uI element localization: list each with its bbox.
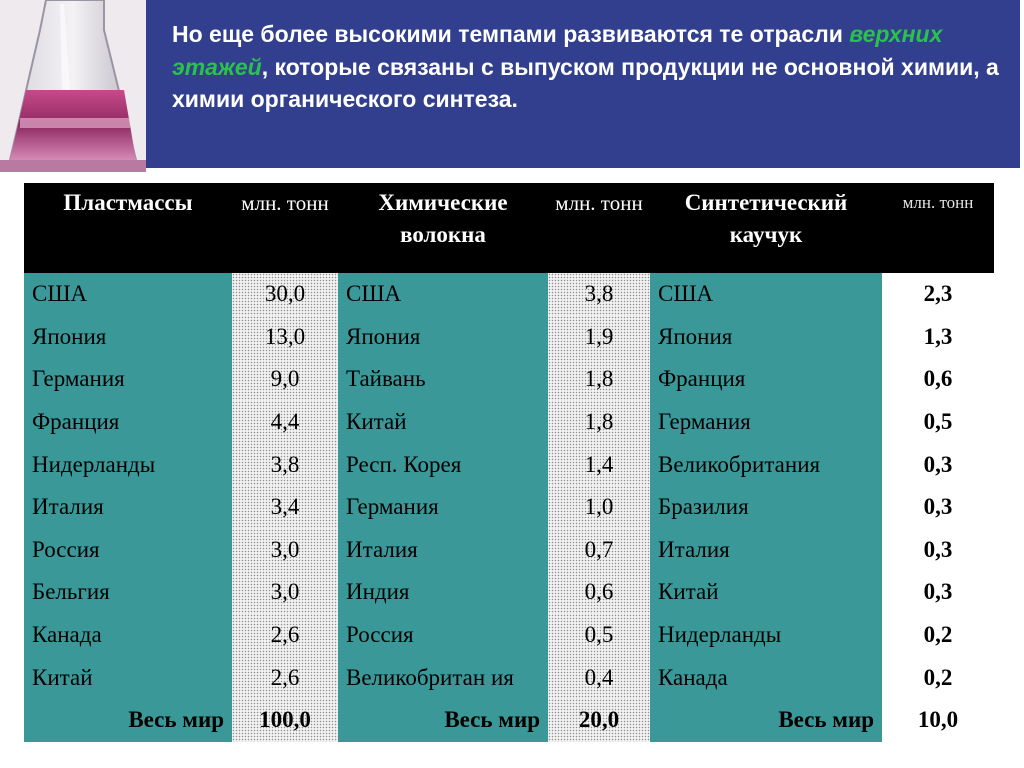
- fibers-country: Индия: [338, 571, 548, 614]
- table-row: [24, 486, 994, 529]
- plastics-country: Франция: [24, 401, 232, 444]
- table-row: [24, 529, 994, 572]
- rubber-country: Япония: [650, 316, 882, 359]
- rubber-value: 0,3: [882, 486, 994, 529]
- plastics-country: Канада: [24, 614, 232, 657]
- fibers-country: Германия: [338, 486, 548, 529]
- rubber-country: Франция: [650, 358, 882, 401]
- plastics-country: Япония: [24, 316, 232, 359]
- table-row: [24, 571, 994, 614]
- title-text-end: , которые связаны с выпуском продукции не основной химии, а химии органического синтеза.: [172, 53, 999, 112]
- rubber-value: 2,3: [882, 273, 994, 316]
- plastics-value: 2,6: [232, 614, 338, 657]
- rubber-country: Бразилия: [650, 486, 882, 529]
- table-row: [24, 316, 994, 359]
- plastics-value: 3,0: [232, 571, 338, 614]
- fibers-value: 0,7: [548, 529, 650, 572]
- production-table-container: [24, 183, 994, 742]
- rubber-country: Канада: [650, 656, 882, 699]
- rubber-total-label: Весь мир: [650, 699, 882, 742]
- rubber-value: 0,3: [882, 443, 994, 486]
- fibers-value: 1,0: [548, 486, 650, 529]
- plastics-country: Россия: [24, 529, 232, 572]
- table-row: [24, 358, 994, 401]
- fibers-country: Респ. Корея: [338, 443, 548, 486]
- plastics-value: 13,0: [232, 316, 338, 359]
- fibers-total-label: Весь мир: [338, 699, 548, 742]
- header-unit-plastics: млн. тонн: [232, 183, 338, 273]
- fibers-value: 0,4: [548, 656, 650, 699]
- plastics-country: Германия: [24, 358, 232, 401]
- rubber-value: 0,5: [882, 401, 994, 444]
- fibers-value: 0,6: [548, 571, 650, 614]
- rubber-country: Китай: [650, 571, 882, 614]
- fibers-country-text: Великобритан ия: [346, 664, 514, 690]
- plastics-value: 30,0: [232, 273, 338, 316]
- table-row: [24, 443, 994, 486]
- table-header-row: [24, 183, 994, 273]
- rubber-country: США: [650, 273, 882, 316]
- plastics-country: США: [24, 273, 232, 316]
- rubber-value: 0,6: [882, 358, 994, 401]
- production-table: [24, 183, 994, 742]
- rubber-country: Италия: [650, 529, 882, 572]
- plastics-country: Нидерланды: [24, 443, 232, 486]
- title-highlight: верхних этажей: [172, 21, 943, 80]
- totals-row: [24, 699, 994, 742]
- table-row: [24, 273, 994, 316]
- plastics-value: 9,0: [232, 358, 338, 401]
- fibers-value: 1,4: [548, 443, 650, 486]
- rubber-value: 0,3: [882, 529, 994, 572]
- plastics-value: 3,4: [232, 486, 338, 529]
- rubber-country: Германия: [650, 401, 882, 444]
- fibers-value: 1,8: [548, 358, 650, 401]
- plastics-total-value: 100,0: [232, 699, 338, 742]
- plastics-value: 2,6: [232, 656, 338, 699]
- rubber-country: Нидерланды: [650, 614, 882, 657]
- plastics-country: Италия: [24, 486, 232, 529]
- plastics-value: 3,8: [232, 443, 338, 486]
- plastics-country: Китай: [24, 656, 232, 699]
- header-unit-fibers: млн. тонн: [548, 183, 650, 273]
- slide-header: [0, 0, 1024, 172]
- rubber-value: 0,3: [882, 571, 994, 614]
- header-unit-rubber: млн. тонн: [882, 183, 994, 273]
- plastics-value: 4,4: [232, 401, 338, 444]
- fibers-value: 0,5: [548, 614, 650, 657]
- fibers-value: 3,8: [548, 273, 650, 316]
- fibers-country: Россия: [338, 614, 548, 657]
- fibers-country: Италия: [338, 529, 548, 572]
- header-fibers: Химические волокна: [338, 183, 548, 273]
- table-row: [24, 656, 994, 699]
- rubber-value: 0,2: [882, 656, 994, 699]
- fibers-value: 1,9: [548, 316, 650, 359]
- fibers-country: [338, 656, 548, 699]
- header-rubber: Синтетический каучук: [650, 183, 882, 273]
- fibers-country: Китай: [338, 401, 548, 444]
- table-row: [24, 614, 994, 657]
- fibers-value: 1,8: [548, 401, 650, 444]
- slide-title: [172, 18, 1002, 116]
- rubber-value: 1,3: [882, 316, 994, 359]
- rubber-value: 0,2: [882, 614, 994, 657]
- plastics-value: 3,0: [232, 529, 338, 572]
- fibers-total-value: 20,0: [548, 699, 650, 742]
- title-text-start: Но еще более высокими темпами развиваются те отрасли: [172, 21, 850, 47]
- rubber-country: Великобритания: [650, 443, 882, 486]
- fibers-country: Япония: [338, 316, 548, 359]
- header-plastics: Пластмассы: [24, 183, 232, 273]
- fibers-country: Тайвань: [338, 358, 548, 401]
- rubber-total-value: 10,0: [882, 699, 994, 742]
- table-row: [24, 401, 994, 444]
- flask-image: [0, 0, 146, 172]
- fibers-country: США: [338, 273, 548, 316]
- plastics-country: Бельгия: [24, 571, 232, 614]
- plastics-total-label: Весь мир: [24, 699, 232, 742]
